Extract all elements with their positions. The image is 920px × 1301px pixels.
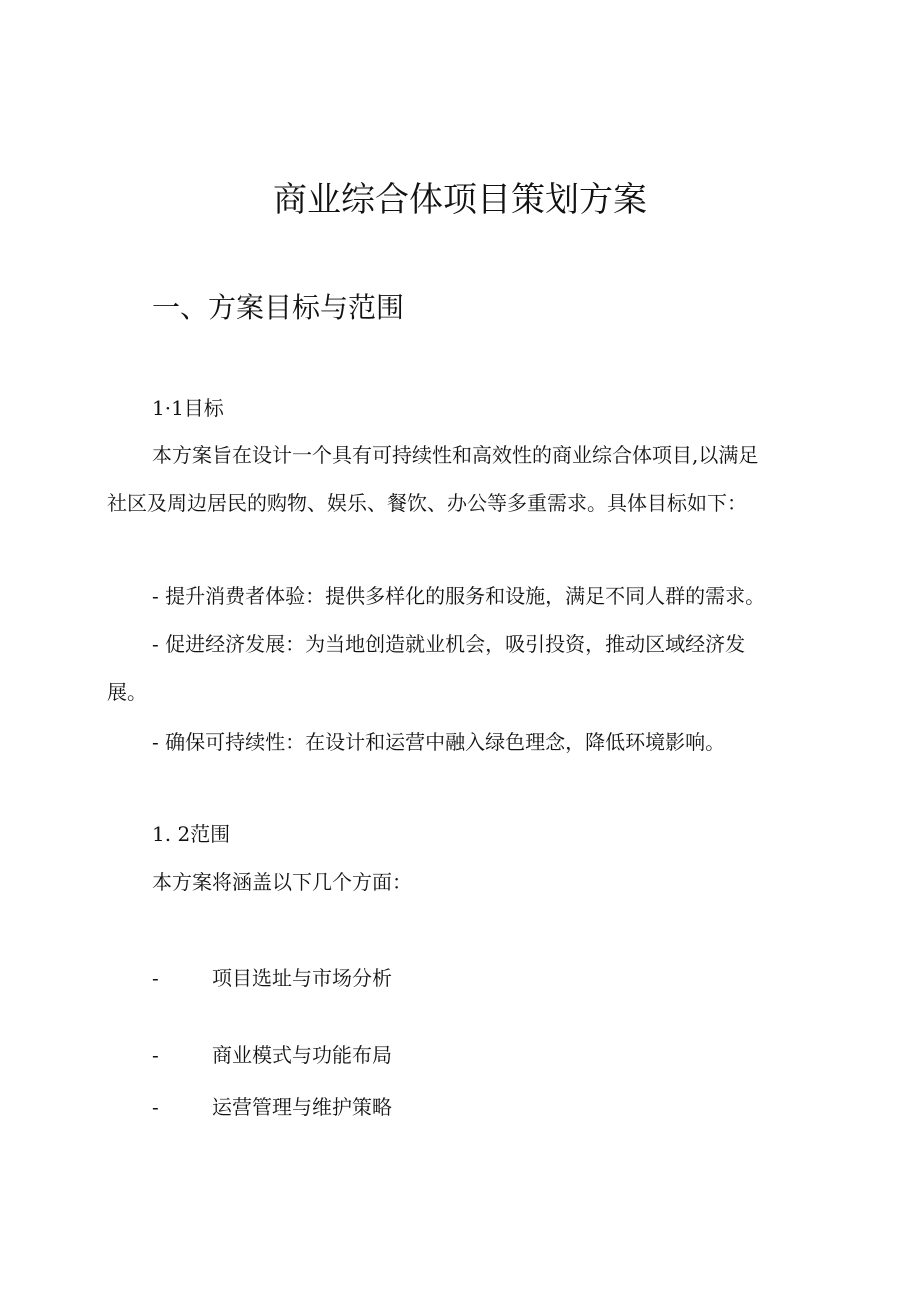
goal-item: - 确保可持续性：在设计和运营中融入绿色理念，降低环境影响。	[152, 730, 726, 754]
scope-item: 项目选址与市场分析	[212, 966, 392, 990]
goal-item-continuation: 展。	[107, 680, 147, 704]
scope-intro: 本方案将涵盖以下几个方面：	[152, 870, 412, 894]
scope-item: 商业模式与功能布局	[212, 1043, 392, 1067]
section-heading: 一、方案目标与范围	[152, 291, 405, 324]
goals-intro-line-1: 本方案旨在设计一个具有可持续性和高效性的商业综合体项目,以满足	[152, 443, 759, 467]
list-bullet: -	[152, 1095, 159, 1119]
subsection-heading-goals: 1·1目标	[152, 396, 224, 420]
goal-item: - 促进经济发展：为当地创造就业机会，吸引投资，推动区域经济发	[152, 632, 746, 656]
goal-item: - 提升消费者体验：提供多样化的服务和设施，满足不同人群的需求。	[152, 584, 766, 608]
list-bullet: -	[152, 1043, 159, 1067]
list-bullet: -	[152, 966, 159, 990]
goals-intro-line-2: 社区及周边居民的购物、娱乐、餐饮、办公等多重需求。具体目标如下：	[107, 491, 747, 515]
subsection-heading-scope: 1. 2范围	[152, 822, 231, 846]
document-title: 商业综合体项目策划方案	[273, 180, 647, 220]
scope-item: 运营管理与维护策略	[212, 1095, 392, 1119]
